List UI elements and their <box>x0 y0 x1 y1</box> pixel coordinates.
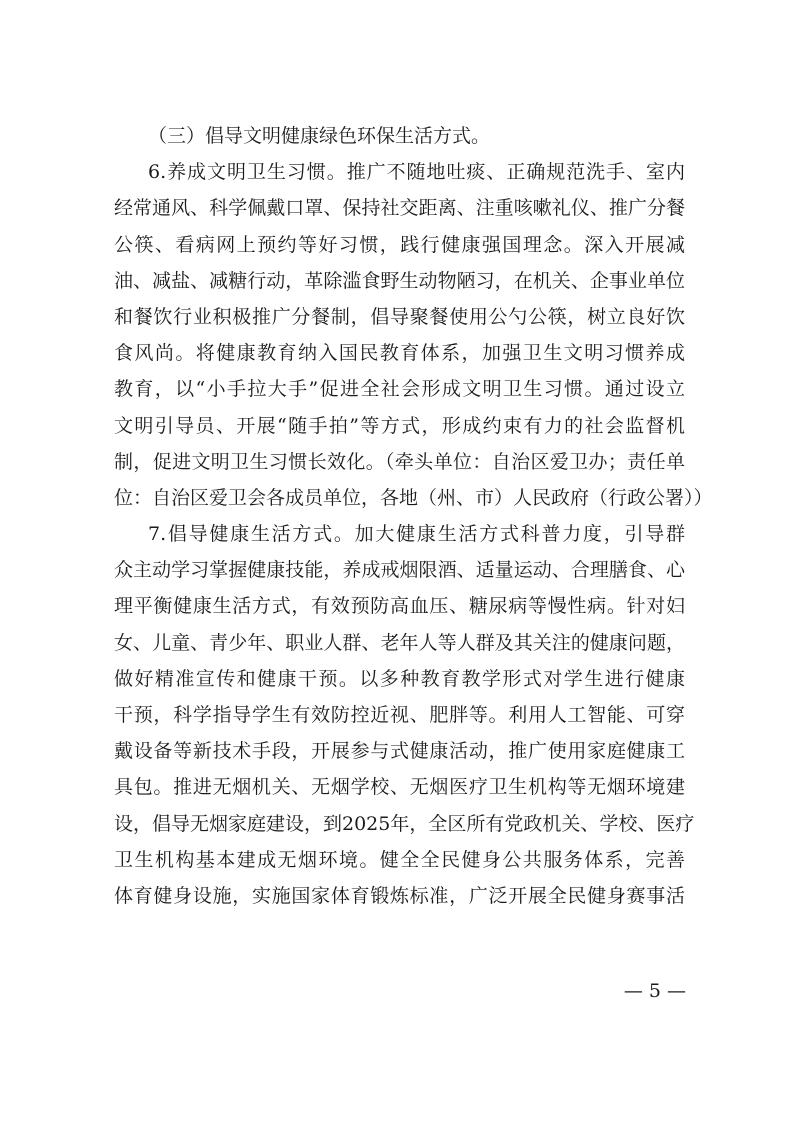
paragraph-7-line: 设，倡导无烟家庭建设，到2025年，全区所有党政机关、学校、医疗 <box>114 812 695 835</box>
paragraph-7-line: 做好精准宣传和健康干预。以多种教育教学形式对学生进行健康 <box>114 667 685 690</box>
paragraph-6-line: 6.养成文明卫生习惯。推广不随地吐痰、正确规范洗手、室内 <box>148 161 685 184</box>
paragraph-7-line: 卫生机构基本建成无烟环境。健全全民健身公共服务体系，完善 <box>114 848 685 871</box>
body-text <box>114 118 713 914</box>
paragraph-6-line: 位：自治区爱卫会各成员单位，各地（州、市）人民政府（行政公署）） <box>114 486 713 509</box>
section-heading-3: （三）倡导文明健康绿色环保生活方式。 <box>148 125 491 147</box>
paragraph-6-line: 和餐饮行业积极推广分餐制，倡导聚餐使用公勺公筷，树立良好饮 <box>114 305 685 328</box>
paragraph-6-line: 制，促进文明卫生习惯长效化。（牵头单位：自治区爱卫办；责任单 <box>114 450 685 473</box>
paragraph-7-line: 干预，科学指导学生有效防控近视、肥胖等。利用人工智能、可穿 <box>114 704 685 726</box>
paragraph-7-line: 理平衡健康生活方式，有效预防高血压、糖尿病等慢性病。针对妇 <box>114 595 685 618</box>
paragraph-6-line: 文明引导员、开展“随手拍”等方式，形成约束有力的社会监督机 <box>114 414 685 437</box>
paragraph-6-line: 油、减盐、减糖行动，革除滥食野生动物陋习，在机关、企事业单位 <box>114 269 685 292</box>
paragraph-7-line: 戴设备等新技术手段，开展参与式健康活动，推广使用家庭健康工 <box>114 740 685 763</box>
paragraph-6-line: 经常通风、科学佩戴口罩、保持社交距离、注重咳嗽礼仪、推广分餐 <box>114 197 685 220</box>
page-number: — 5 — <box>623 980 686 1002</box>
paragraph-7-line: 体育健身设施，实施国家体育锻炼标准，广泛开展全民健身赛事活 <box>114 884 685 907</box>
paragraph-7-line: 具包。推进无烟机关、无烟学校、无烟医疗卫生机构等无烟环境建 <box>114 776 685 799</box>
paragraph-7-line: 7.倡导健康生活方式。加大健康生活方式科普力度，引导群 <box>148 523 685 546</box>
paragraph-6-line: 食风尚。将健康教育纳入国民教育体系，加强卫生文明习惯养成 <box>114 342 685 365</box>
paragraph-6-line: 公筷、看病网上预约等好习惯，践行健康强国理念。深入开展减 <box>114 233 685 256</box>
paragraph-7-line: 女、儿童、青少年、职业人群、老年人等人群及其关注的健康问题， <box>114 631 685 654</box>
paragraph-7-line: 众主动学习掌握健康技能，养成戒烟限酒、适量运动、合理膳食、心 <box>114 559 685 582</box>
paragraph-6-line: 教育，以“小手拉大手”促进全社会形成文明卫生习惯。通过设立 <box>114 378 685 401</box>
